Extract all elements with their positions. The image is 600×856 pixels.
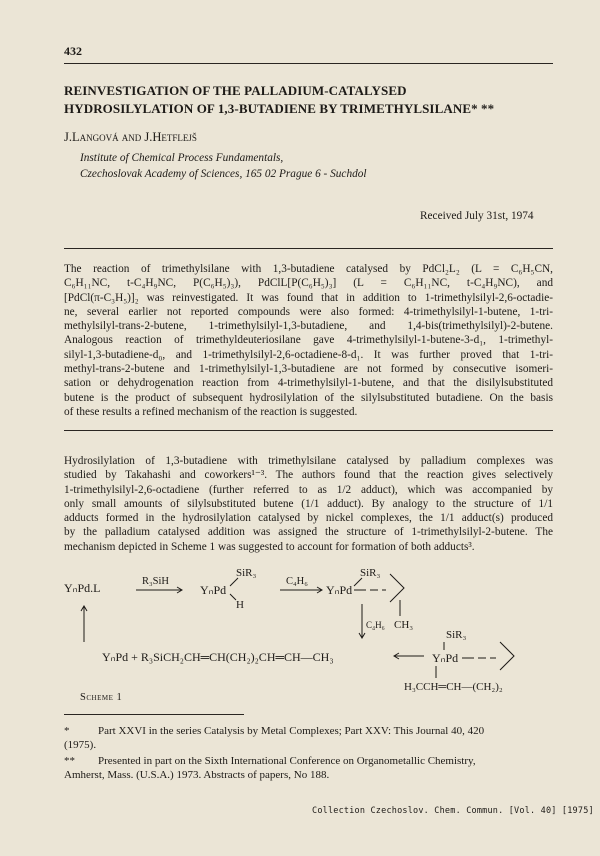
- footnote-2: [64, 754, 553, 782]
- footnote-2-mark: **: [64, 755, 75, 767]
- abstract-line: butene is the product of subsequent hydrosilylation of the silylsubstituted butadiene. On the basis: [64, 391, 553, 404]
- body-line: 1-trimethylsilyl-2,6-octadiene (further referred to as 1/2 adduct), which was accompanied by: [64, 483, 553, 496]
- authors: J.Langová and J.Hetflejš: [64, 130, 197, 144]
- scheme-int1-pd: YₙPd: [200, 583, 227, 597]
- reaction-scheme: [64, 564, 553, 694]
- page-number: 432: [64, 44, 82, 58]
- paper-title: [64, 82, 553, 118]
- body-line: studied by Takahashi and coworkers¹⁻³. The authors found that the reaction gives selectively: [64, 469, 553, 482]
- body-line: by the palladium catalysed addition was assigned the structure of 1-trimethylsilyl-2-butene. The: [64, 526, 553, 539]
- institution-line-2: Czechoslovak Academy of Sciences, 165 02 Prague 6 - Suchdol: [80, 168, 367, 180]
- abstract-bottom-rule: [64, 430, 553, 431]
- scheme-int3-si: SiR₃: [446, 629, 467, 641]
- footnote-2-line-1: Presented in part on the Sixth International Conference on Organometallic Chemistry,: [98, 755, 476, 767]
- abstract-line: silyl-1,3-butadiene-d₀, and 1-trimethylsilyl-2,6-octadiene-8-d₁. It was further proved that 1-tri-: [64, 348, 553, 361]
- footnote-1-line-2: (1975).: [64, 739, 97, 751]
- body-line: adducts formed in the hydrosilylation catalysed by nickel complexes, the 1/1 adduct(s) produced: [64, 512, 553, 525]
- footnote-rule: [64, 714, 244, 715]
- scheme-allyl-2: [390, 574, 404, 602]
- footnote-1-mark: *: [64, 725, 70, 737]
- scheme-int2-pd: YₙPd: [326, 583, 353, 597]
- received-date: Received July 31st, 1974: [420, 210, 534, 222]
- abstract-line: sation or dehydrogenation reaction from 4-trimethylsilyl-1-butene, and that the disilylsubstituted: [64, 377, 553, 390]
- scheme-ch3: CH₃: [394, 619, 414, 631]
- body-line: only small amounts of silylsubstituted butene (1/1 adduct). By analogy to the structure of 1/1: [64, 497, 553, 510]
- footnote-2-line-2: Amherst, Mass. (U.S.A.) 1973. Abstracts of papers, No 188.: [64, 769, 330, 781]
- scheme-int3-chain: H₃CCH═CH—(CH₂)₂: [404, 681, 503, 693]
- footnote-1-line-1: Part XXVI in the series Catalysis by Metal Complexes; Part XXV: This Journal 40, 420: [98, 725, 485, 737]
- institution-line-1: Institute of Chemical Process Fundamentals,: [80, 152, 284, 164]
- abstract-line: The reaction of trimethylsilane with 1,3-butadiene catalysed by PdCl₂L₂ (L = C₆H₅CN,: [64, 263, 553, 275]
- footnote-1: [64, 724, 553, 752]
- scheme-reagent-1: R₃SiH: [142, 576, 170, 587]
- scheme-allyl-3: [500, 642, 514, 670]
- scheme-int2-si: SiR₃: [360, 567, 381, 579]
- body-line: Hydrosilylation of 1,3-butadiene with trimethylsilane catalysed by palladium complexes was: [64, 455, 553, 467]
- abstract-line: methylsilyl-trans-2-butene, 1-trimethylsilyl-1,3-butadiene, and 1,4-bis(trimethylsilyl)-2-butene.: [64, 320, 553, 333]
- abstract-line: Analogous reaction of trimethyldeuteriosilane gave 4-trimethylsilyl-1-butene-3-d₁, 1-trimethyl-: [64, 334, 553, 347]
- scheme-int1-h: H: [236, 599, 244, 611]
- abstract-line: ne, several earlier not reported compounds were also formed: 4-trimethylsilyl-1-butene, 1-tri-: [64, 305, 553, 318]
- scheme-bond-si-1: [230, 578, 238, 586]
- journal-footer: Collection Czechoslov. Chem. Commun. [Vol. 40] [1975]: [312, 806, 594, 816]
- scheme-product: YₙPd + R₃SiCH₂CH═CH(CH₂)₂CH═CH—CH₃: [102, 650, 334, 664]
- scheme-reagent-3: C₄H₆: [366, 620, 385, 630]
- abstract-top-rule: [64, 248, 553, 249]
- body-text: [64, 454, 553, 554]
- abstract-line: C₆H₁₁NC, t-C₄H₉NC, P(C₆H₅)₃), PdClL[P(C₆H₅)₃] (L = C₆H₁₁NC, t-C₄H₉NC), and: [64, 277, 553, 290]
- scheme-int1-si: SiR₃: [236, 567, 257, 579]
- scheme-start: YₙPd.L: [64, 581, 101, 595]
- scheme-bond-si-2: [354, 578, 362, 586]
- abstract-line: [PdCl(π-C₃H₅)]₂ was reinvestigated. It was found that in addition to 1-trimethylsilyl-2,6-octadie-: [64, 291, 553, 304]
- scheme-int3-pd: YₙPd: [432, 651, 459, 665]
- title-line-1: REINVESTIGATION OF THE PALLADIUM-CATALYSED: [64, 83, 407, 98]
- institution: [80, 150, 367, 182]
- scheme-reagent-2: C₄H₆: [286, 576, 308, 587]
- abstract-line: methyl-trans-2-butene and 1-trimethylsilyl-1,3-butadiene are not formed by consecutive isomeri-: [64, 363, 553, 376]
- scheme-label: Scheme 1: [80, 692, 123, 703]
- abstract-line: of these results a refined mechanism of the reaction is suggested.: [64, 405, 358, 418]
- header-rule: [64, 63, 553, 64]
- title-line-2: HYDROSILYLATION OF 1,3-BUTADIENE BY TRIMETHYLSILANE* **: [64, 101, 495, 116]
- abstract: [64, 262, 553, 419]
- body-line: mechanism depicted in Scheme 1 was suggested to account for formation of both adducts³.: [64, 540, 475, 553]
